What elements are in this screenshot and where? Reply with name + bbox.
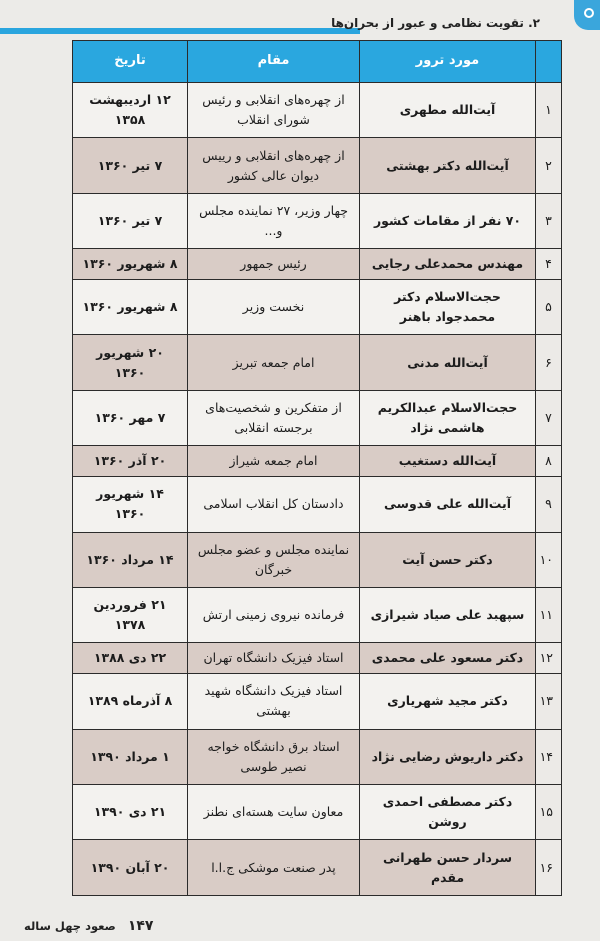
header-date: تاریخ bbox=[73, 41, 188, 83]
target-cell: مهندس محمدعلی رجایی bbox=[360, 249, 536, 280]
target-cell: حجت‌الاسلام دکتر محمدجواد باهنر bbox=[360, 280, 536, 335]
assassinations-table bbox=[72, 40, 562, 896]
section-heading: ۲. تقویت نظامی و عبور از بحران‌ها bbox=[331, 16, 540, 30]
header-number bbox=[536, 41, 562, 83]
row-number: ۷ bbox=[536, 390, 562, 445]
position-cell: پدر صنعت موشکی ج.ا.ا bbox=[188, 840, 360, 896]
target-cell: آیت‌الله علی قدوسی bbox=[360, 477, 536, 532]
position-cell: نخست وزیر bbox=[188, 280, 360, 335]
row-number: ۳ bbox=[536, 193, 562, 248]
table-row bbox=[73, 83, 562, 138]
position-cell: استاد برق دانشگاه خواجه نصیر طوسی bbox=[188, 729, 360, 784]
target-cell: آیت‌الله دکتر بهشتی bbox=[360, 138, 536, 193]
table-row bbox=[73, 249, 562, 280]
position-cell: از متفکرین و شخصیت‌های برجسته انقلابی bbox=[188, 390, 360, 445]
row-number: ۱۰ bbox=[536, 532, 562, 587]
target-cell: سپهبد علی صیاد شیرازی bbox=[360, 587, 536, 642]
position-cell: از چهره‌های انقلابی و رییس دیوان عالی کشور bbox=[188, 138, 360, 193]
target-cell: سردار حسن طهرانی مقدم bbox=[360, 840, 536, 896]
row-number: ۹ bbox=[536, 477, 562, 532]
table-row bbox=[73, 784, 562, 839]
date-cell: ۲۲ دی ۱۳۸۸ bbox=[73, 643, 188, 674]
target-cell: دکتر مجید شهریاری bbox=[360, 674, 536, 729]
row-number: ۱۲ bbox=[536, 643, 562, 674]
table-row bbox=[73, 280, 562, 335]
target-cell: آیت‌الله مطهری bbox=[360, 83, 536, 138]
table-row bbox=[73, 477, 562, 532]
table-row bbox=[73, 674, 562, 729]
table-row bbox=[73, 643, 562, 674]
target-cell: آیت‌الله مدنی bbox=[360, 335, 536, 390]
position-cell: چهار وزیر، ۲۷ نماینده مجلس و... bbox=[188, 193, 360, 248]
table-row bbox=[73, 729, 562, 784]
header-position: مقام bbox=[188, 41, 360, 83]
date-cell: ۲۱ فروردین ۱۳۷۸ bbox=[73, 587, 188, 642]
date-cell: ۸ شهریور ۱۳۶۰ bbox=[73, 249, 188, 280]
date-cell: ۱ مرداد ۱۳۹۰ bbox=[73, 729, 188, 784]
row-number: ۱۶ bbox=[536, 840, 562, 896]
header-stripe bbox=[0, 28, 360, 34]
section-header bbox=[0, 16, 600, 38]
target-cell: آیت‌الله دستغیب bbox=[360, 446, 536, 477]
row-number: ۱۳ bbox=[536, 674, 562, 729]
date-cell: ۱۲ اردیبهشت ۱۳۵۸ bbox=[73, 83, 188, 138]
target-cell: حجت‌الاسلام عبدالکریم هاشمی نژاد bbox=[360, 390, 536, 445]
table-row bbox=[73, 138, 562, 193]
target-cell: دکتر حسن آیت bbox=[360, 532, 536, 587]
row-number: ۱۱ bbox=[536, 587, 562, 642]
position-cell: رئیس جمهور bbox=[188, 249, 360, 280]
page-number: ۱۴۷ bbox=[127, 918, 154, 934]
date-cell: ۱۴ مرداد ۱۳۶۰ bbox=[73, 532, 188, 587]
date-cell: ۷ تیر ۱۳۶۰ bbox=[73, 193, 188, 248]
row-number: ۱ bbox=[536, 83, 562, 138]
position-cell: امام جمعه شیراز bbox=[188, 446, 360, 477]
table-row bbox=[73, 532, 562, 587]
target-cell: دکتر مصطفی احمدی روشن bbox=[360, 784, 536, 839]
date-cell: ۸ شهریور ۱۳۶۰ bbox=[73, 280, 188, 335]
date-cell: ۲۰ شهریور ۱۳۶۰ bbox=[73, 335, 188, 390]
table-row bbox=[73, 587, 562, 642]
target-cell: دکتر مسعود علی محمدی bbox=[360, 643, 536, 674]
row-number: ۱۴ bbox=[536, 729, 562, 784]
position-cell: فرمانده نیروی زمینی ارتش bbox=[188, 587, 360, 642]
table-header-row bbox=[73, 41, 562, 83]
position-cell: استاد فیزیک دانشگاه تهران bbox=[188, 643, 360, 674]
table-row bbox=[73, 193, 562, 248]
row-number: ۸ bbox=[536, 446, 562, 477]
position-cell: دادستان کل انقلاب اسلامی bbox=[188, 477, 360, 532]
position-cell: نماینده مجلس و عضو مجلس خبرگان bbox=[188, 532, 360, 587]
date-cell: ۲۱ دی ۱۳۹۰ bbox=[73, 784, 188, 839]
row-number: ۴ bbox=[536, 249, 562, 280]
date-cell: ۲۰ آذر ۱۳۶۰ bbox=[73, 446, 188, 477]
position-cell: استاد فیزیک دانشگاه شهید بهشتی bbox=[188, 674, 360, 729]
table-row bbox=[73, 335, 562, 390]
target-cell: ۷۰ نفر از مقامات کشور bbox=[360, 193, 536, 248]
row-number: ۱۵ bbox=[536, 784, 562, 839]
position-cell: امام جمعه تبریز bbox=[188, 335, 360, 390]
row-number: ۵ bbox=[536, 280, 562, 335]
date-cell: ۷ تیر ۱۳۶۰ bbox=[73, 138, 188, 193]
page-footer bbox=[24, 918, 153, 934]
corner-tab-icon bbox=[574, 0, 600, 30]
row-number: ۲ bbox=[536, 138, 562, 193]
table-row bbox=[73, 446, 562, 477]
target-cell: دکتر داریوش رضایی نژاد bbox=[360, 729, 536, 784]
position-cell: معاون سایت هسته‌ای نطنز bbox=[188, 784, 360, 839]
date-cell: ۷ مهر ۱۳۶۰ bbox=[73, 390, 188, 445]
header-target: مورد ترور bbox=[360, 41, 536, 83]
date-cell: ۱۴ شهریور ۱۳۶۰ bbox=[73, 477, 188, 532]
book-title: صعود چهل ساله bbox=[24, 919, 116, 933]
table-row bbox=[73, 390, 562, 445]
date-cell: ۲۰ آبان ۱۳۹۰ bbox=[73, 840, 188, 896]
row-number: ۶ bbox=[536, 335, 562, 390]
position-cell: از چهره‌های انقلابی و رئیس شورای انقلاب bbox=[188, 83, 360, 138]
table-row bbox=[73, 840, 562, 896]
date-cell: ۸ آذرماه ۱۳۸۹ bbox=[73, 674, 188, 729]
